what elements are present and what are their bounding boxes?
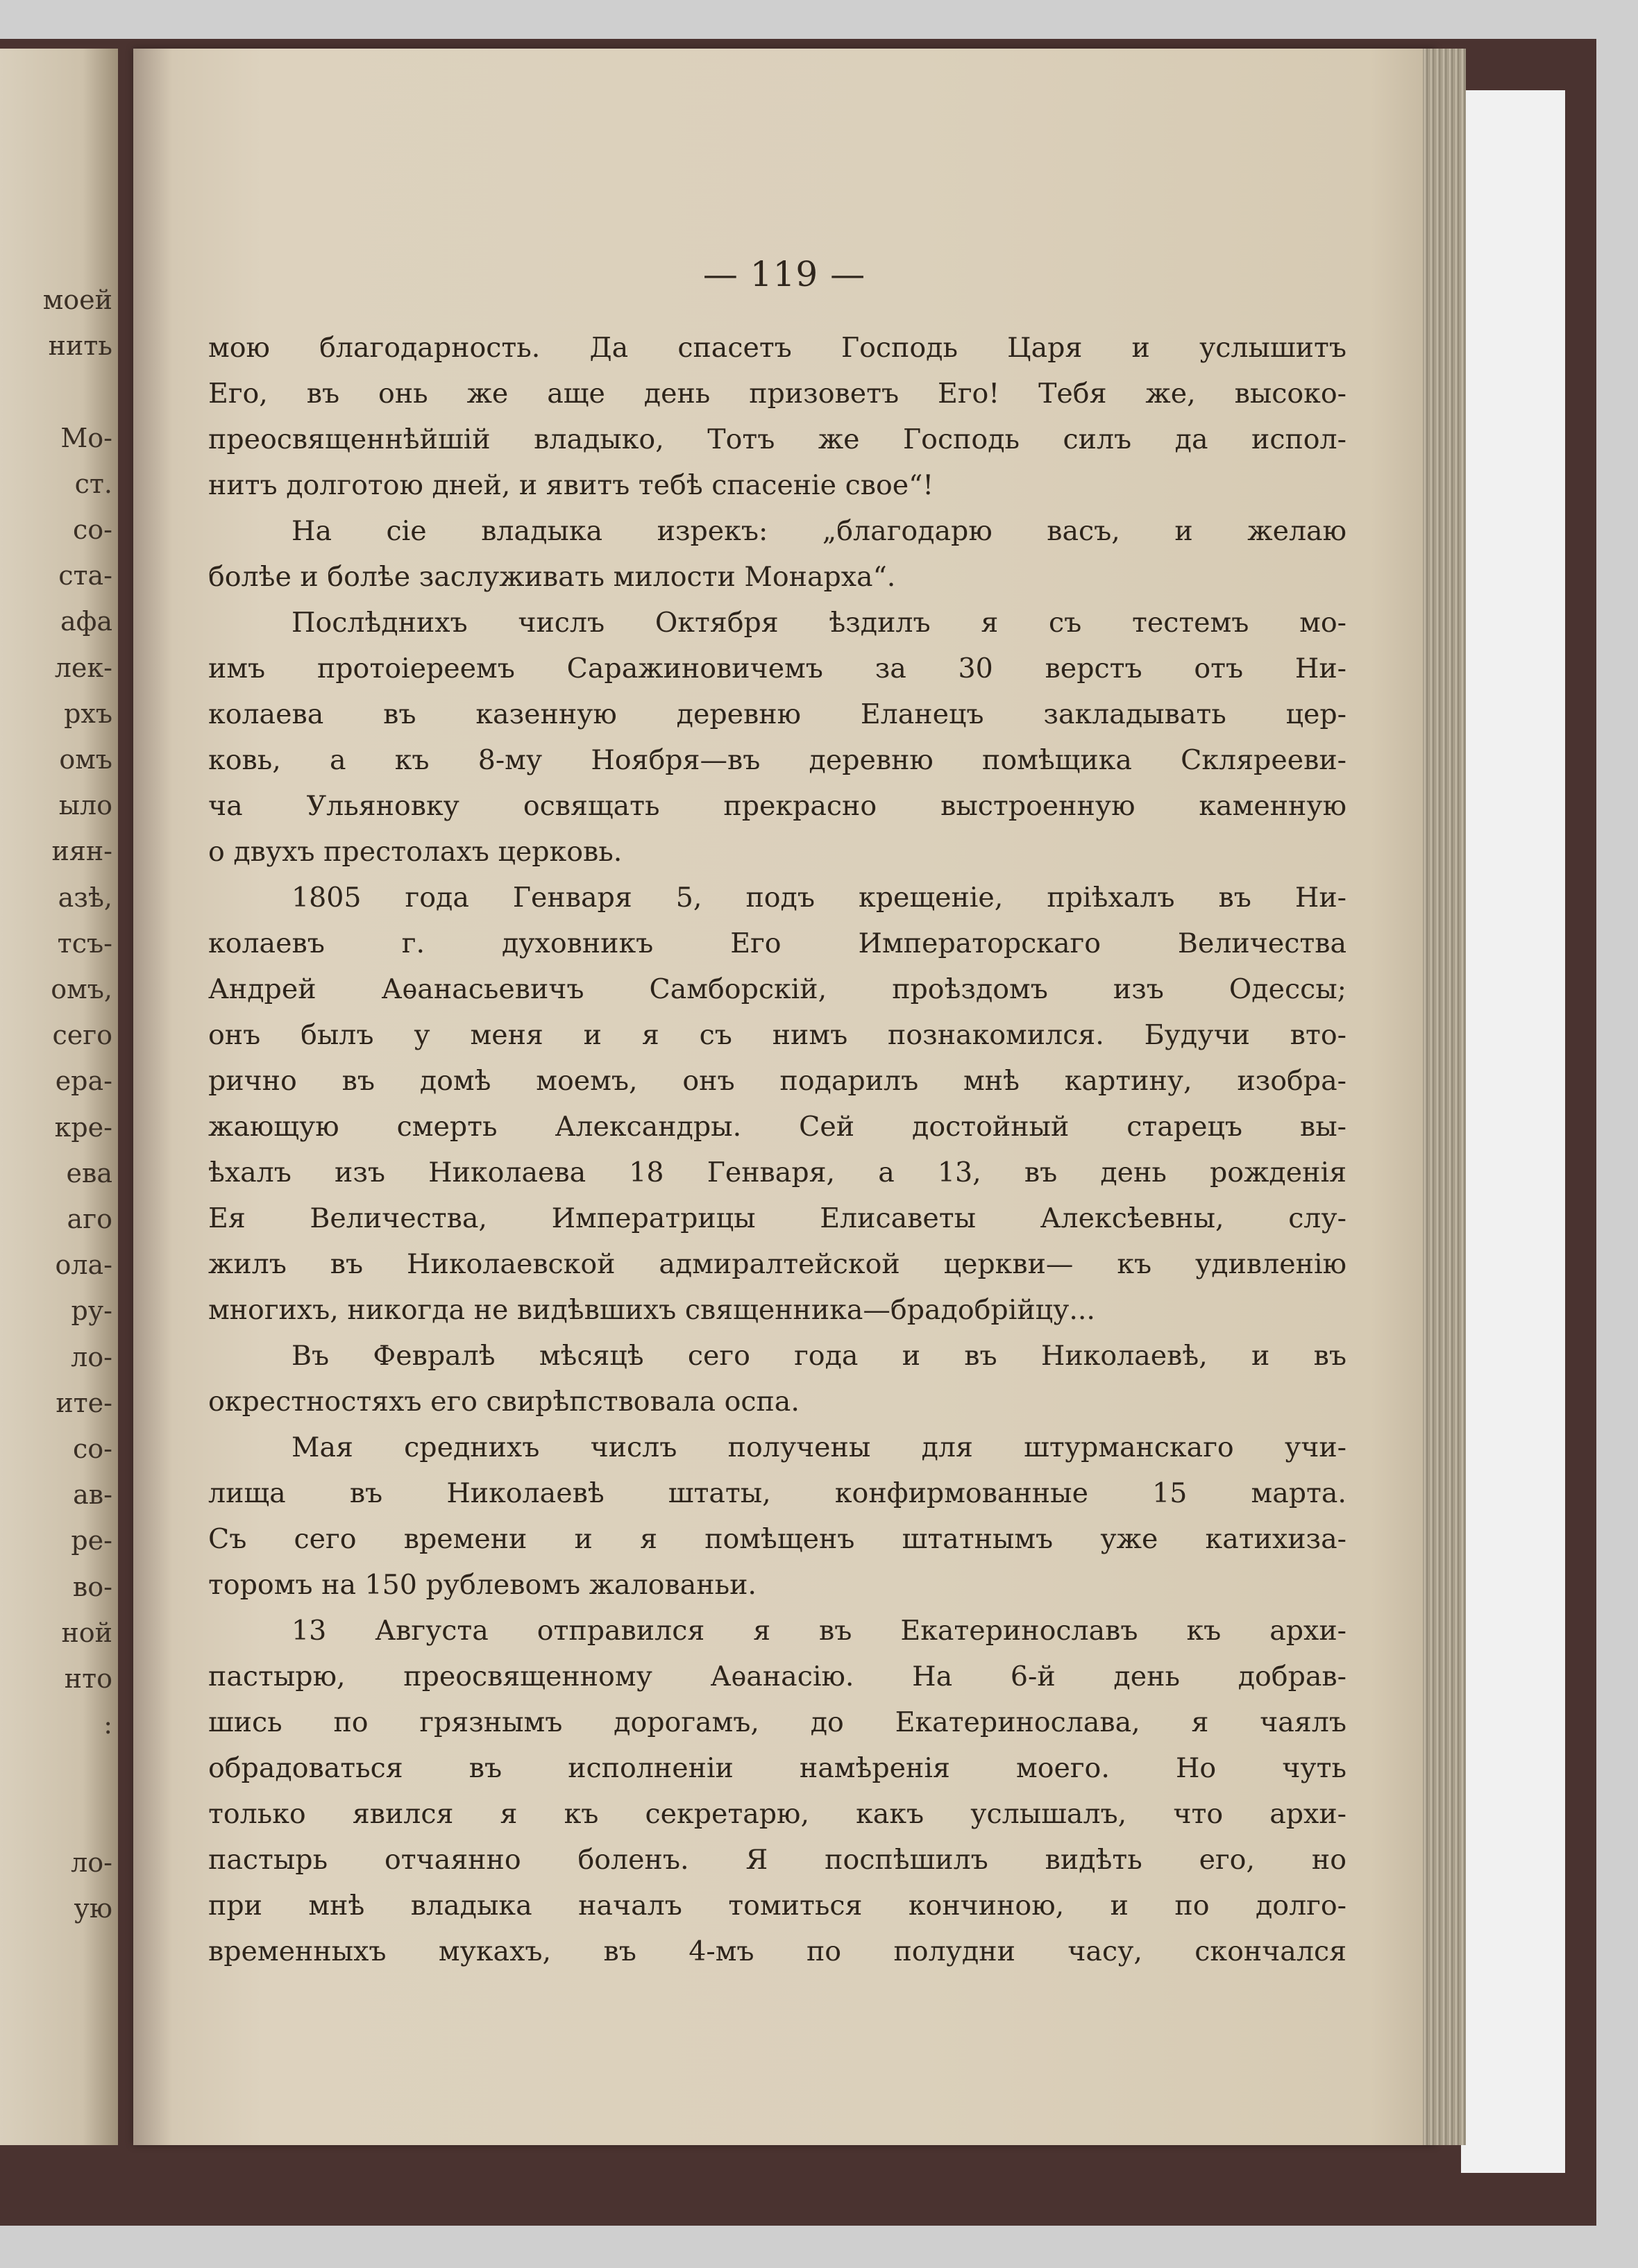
text-line: колаева въ казенную деревню Еланецъ закладывать цер- — [208, 698, 1346, 730]
previous-page-word-fragment: со- — [73, 514, 112, 545]
scan-margin — [1461, 90, 1565, 2173]
previous-page-word-fragment: сего — [52, 1020, 112, 1051]
text-line: мою благодарность. Да спасетъ Господь Царя и услышитъ — [208, 332, 1346, 364]
text-line: Мая среднихъ числъ получены для штурманскаго учи- — [292, 1431, 1346, 1463]
previous-page-word-fragment: ыло — [58, 790, 112, 821]
previous-page-word-fragment: со- — [73, 1434, 112, 1464]
page-edges — [1423, 49, 1466, 2145]
previous-page-word-fragment: омъ, — [51, 974, 112, 1005]
text-line: многихъ, никогда не видѣвшихъ священника—брадобрійцу... — [208, 1294, 1095, 1326]
previous-page-word-fragment: ав- — [73, 1479, 112, 1511]
text-line: ча Ульяновку освящать прекрасно выстроенную каменную — [208, 790, 1346, 822]
text-line: нитъ долготою дней, и явитъ тебѣ спасеніе свое“! — [208, 469, 934, 501]
previous-page-word-fragment: азѣ, — [58, 882, 112, 913]
previous-page-word-fragment: рхъ — [64, 698, 112, 729]
text-line: шись по грязнымъ дорогамъ, до Екатеринослава, я чаялъ — [208, 1706, 1346, 1738]
text-line: окрестностяхъ его свирѣпствовала оспа. — [208, 1386, 800, 1418]
previous-page-word-fragment: нто — [64, 1663, 112, 1694]
text-line: болѣе и болѣе заслуживать милости Монарха“. — [208, 561, 896, 593]
previous-page-word-fragment: : — [103, 1709, 112, 1740]
previous-page-word-fragment: во- — [72, 1571, 112, 1602]
text-line: лища въ Николаевѣ штаты, конфирмованные 15 марта. — [208, 1477, 1346, 1509]
text-line: имъ протоіереемъ Саражиновичемъ за 30 верстъ отъ Ни- — [208, 653, 1346, 684]
text-line: жающую смерть Александры. Сей достойный старецъ вы- — [208, 1111, 1346, 1143]
text-line: жилъ въ Николаевской адмиралтейской церкви— къ удивленію — [208, 1248, 1346, 1280]
previous-page-word-fragment: ной — [61, 1617, 112, 1648]
previous-page-word-fragment: нить — [48, 330, 112, 362]
previous-page-word-fragment: ст. — [74, 468, 112, 499]
text-line: онъ былъ у меня и я съ нимъ познакомился. Будучи вто- — [208, 1019, 1346, 1051]
text-line: обрадоваться въ исполненіи намѣренія моего. Но чуть — [208, 1752, 1346, 1784]
page-body-text — [208, 325, 1346, 1974]
text-line: рично въ домѣ моемъ, онъ подарилъ мнѣ картину, изобра- — [208, 1065, 1346, 1097]
previous-page-word-fragment: кре- — [54, 1111, 112, 1143]
text-line: колаевъ г. духовникъ Его Императорскаго Величества — [208, 927, 1346, 959]
previous-page-word-fragment: ру- — [71, 1295, 112, 1327]
previous-page-word-fragment: моей — [42, 285, 112, 315]
text-line: На сіе владыка изрекъ: „благодарю васъ, и желаю — [292, 515, 1346, 547]
text-line: только явился я къ секретарю, какъ услышалъ, что архи- — [208, 1798, 1346, 1830]
text-line: 1805 года Генваря 5, подъ крещеніе, пріѣхалъ въ Ни- — [292, 882, 1346, 914]
previous-page-word-fragment: Мо- — [60, 422, 112, 453]
previous-page-word-fragment: ева — [66, 1157, 112, 1188]
previous-page-fragment — [0, 49, 118, 2145]
text-line: преосвященнѣйшій владыко, Тотъ же Господь силъ да испол- — [208, 423, 1346, 455]
book-page — [133, 49, 1435, 2145]
text-line: 13 Августа отправился я въ Екатеринославъ къ архи- — [292, 1615, 1346, 1647]
previous-page-word-fragment: ре- — [71, 1525, 112, 1556]
text-line: Послѣднихъ числъ Октября ѣздилъ я съ тестемъ мо- — [292, 607, 1346, 639]
text-line: пастырю, преосвященному Аѳанасію. На 6-й день добрав- — [208, 1661, 1346, 1692]
text-line: Его, въ онь же аще день призоветъ Его! Тебя же, высоко- — [208, 378, 1346, 410]
text-line: Съ сего времени и я помѣщенъ штатнымъ уже катихиза- — [208, 1523, 1346, 1555]
previous-page-word-fragment: ло- — [71, 1341, 112, 1372]
previous-page-word-fragment: ите- — [56, 1387, 112, 1418]
text-line: ковь, а къ 8-му Ноября—въ деревню помѣщика Склярееви- — [208, 744, 1346, 776]
text-line: пастырь отчаянно боленъ. Я поспѣшилъ видѣть его, но — [208, 1844, 1346, 1876]
previous-page-word-fragment: ую — [74, 1893, 112, 1924]
page-number: — 119 — — [702, 254, 866, 294]
previous-page-word-fragment: лек- — [54, 652, 112, 683]
previous-page-word-fragment: омъ — [59, 744, 112, 775]
text-line: при мнѣ владыка началъ томиться кончиною, и по долго- — [208, 1890, 1346, 1922]
text-line: Андрей Аѳанасьевичъ Самборскій, проѣздомъ изъ Одессы; — [208, 973, 1346, 1005]
previous-page-word-fragment: ста- — [58, 560, 112, 591]
previous-page-word-fragment: тсъ- — [57, 927, 112, 959]
text-line: Въ Февралѣ мѣсяцѣ сего года и въ Николаевѣ, и въ — [292, 1340, 1346, 1372]
previous-page-word-fragment: иян- — [51, 836, 112, 867]
previous-page-word-fragment: ера- — [55, 1066, 112, 1097]
previous-page-word-fragment: афа — [60, 606, 112, 637]
text-line: ѣхалъ изъ Николаева 18 Генваря, а 13, въ день рожденія — [208, 1157, 1346, 1188]
text-line: Ея Величества, Императрицы Елисаветы Алексѣевны, слу- — [208, 1202, 1346, 1234]
previous-page-word-fragment: ола- — [55, 1250, 112, 1281]
previous-page-word-fragment: ло- — [71, 1847, 112, 1878]
text-line: временныхъ мукахъ, въ 4-мъ по полудни часу, скончался — [208, 1935, 1346, 1967]
text-line: торомъ на 150 рублевомъ жалованьи. — [208, 1569, 757, 1601]
text-line: о двухъ престолахъ церковь. — [208, 836, 623, 868]
previous-page-word-fragment: аго — [67, 1204, 112, 1234]
